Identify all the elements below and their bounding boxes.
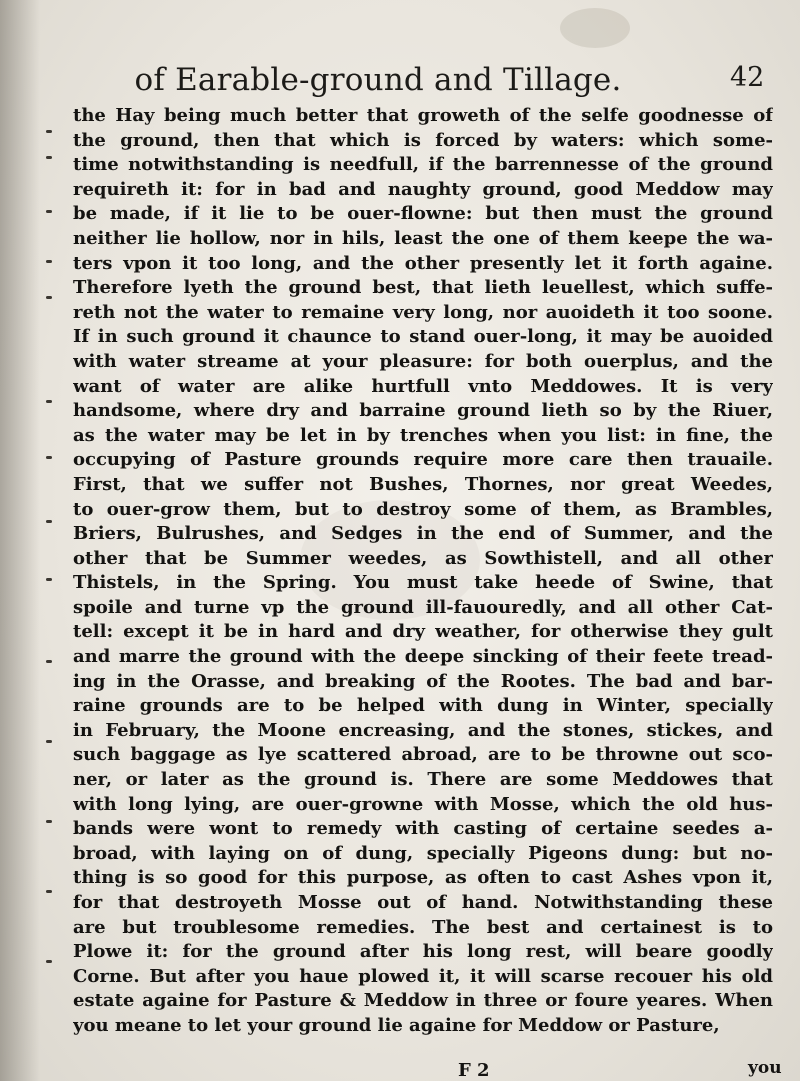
- text-line: Thistels, in the Spring. You must take heede of Swine, that: [73, 572, 773, 594]
- text-line: be made, if it lie to be ouer-flowne: but then must the ground: [73, 203, 773, 225]
- text-line: raine grounds are to be helped with dung in Winter, specially: [73, 695, 773, 717]
- text-line: ner, or later as the ground is. There are some Meddowes that: [73, 769, 773, 791]
- paper-stain: [560, 8, 630, 48]
- text-line: the ground, then that which is forced by waters: which some-: [73, 129, 773, 151]
- text-line: such baggage as lye scattered abroad, are to be throwne out sco-: [73, 744, 773, 766]
- text-line: occupying of Pasture grounds require more care then trauaile.: [73, 449, 773, 471]
- text-line: as the water may be let in by trenches when you list: in fine, the: [73, 424, 773, 446]
- text-line: and marre the ground with the deepe sincking of their feete tread-: [73, 646, 773, 668]
- text-line: other that be Summer weedes, as Sowthistell, and all other: [73, 547, 773, 569]
- text-line: time notwithstanding is needfull, if the barrennesse of the ground: [73, 154, 773, 176]
- text-line: the Hay being much better that groweth of the selfe goodnesse of: [73, 105, 773, 126]
- text-line: neither lie hollow, nor in hils, least the one of them keepe the wa-: [73, 227, 773, 249]
- page-header: [118, 62, 778, 110]
- text-line: ters vpon it too long, and the other presently let it forth againe.: [73, 252, 773, 274]
- text-line: ing in the Orasse, and breaking of the Rootes. The bad and bar-: [73, 670, 773, 692]
- text-line: thing is so good for this purpose, as often to cast Ashes vpon it,: [73, 867, 773, 889]
- text-line: bands were wont to remedy with casting of certaine seedes a-: [73, 818, 773, 840]
- text-line: If in such ground it chaunce to stand ouer-long, it may be auoided: [73, 326, 773, 348]
- text-line: handsome, where dry and barraine ground lieth so by the Riuer,: [73, 400, 773, 422]
- page-gutter-shadow: [0, 0, 40, 1081]
- text-line: you meane to let your ground lie againe for Meddow or Pasture,: [73, 1014, 720, 1036]
- catchword: you: [748, 1058, 782, 1078]
- text-line: are but troublesome remedies. The best and certainest is to: [73, 916, 773, 938]
- text-line: requireth it: for in bad and naughty ground, good Meddow may: [73, 178, 773, 200]
- text-line: Plowe it: for the ground after his long rest, will beare goodly: [73, 941, 773, 963]
- running-title: of Earable-ground and Tillage.: [134, 62, 622, 98]
- text-line: in February, the Moone encreasing, and the stones, stickes, and: [73, 719, 773, 741]
- text-line: Corne. But after you haue plowed it, it will scarse recouer his old: [73, 965, 773, 987]
- page-number: 42: [730, 62, 765, 93]
- text-line: reth not the water to remaine very long, nor auoideth it too soone.: [73, 301, 773, 323]
- text-line: tell: except it be in hard and dry weather, for otherwise they gult: [73, 621, 773, 643]
- text-line: for that destroyeth Mosse out of hand. Notwithstanding these: [73, 892, 773, 913]
- body-text: [73, 104, 773, 1039]
- signature-mark: F 2: [458, 1060, 490, 1081]
- text-line: want of water are alike hurtfull vnto Meddowes. It is very: [73, 375, 773, 397]
- text-line: to ouer-grow them, but to destroy some of them, as Brambles,: [73, 498, 773, 520]
- text-line: with long lying, are ouer-growne with Mosse, which the old hus-: [73, 793, 773, 815]
- text-line: spoile and turne vp the ground ill-fauouredly, and all other Cat-: [73, 596, 773, 618]
- text-line: Therefore lyeth the ground best, that lieth leuellest, which suffe-: [73, 277, 773, 299]
- left-margin-marks: [40, 100, 62, 1000]
- text-line: Briers, Bulrushes, and Sedges in the end of Summer, and the: [73, 523, 773, 545]
- text-line: estate againe for Pasture & Meddow in three or foure yeares. When: [73, 990, 773, 1012]
- text-line: First, that we suffer not Bushes, Thornes, nor great Weedes,: [73, 473, 773, 495]
- text-line: broad, with laying on of dung, specially Pigeons dung: but no-: [73, 842, 773, 864]
- text-line: with water streame at your pleasure: for both ouerplus, and the: [73, 350, 773, 372]
